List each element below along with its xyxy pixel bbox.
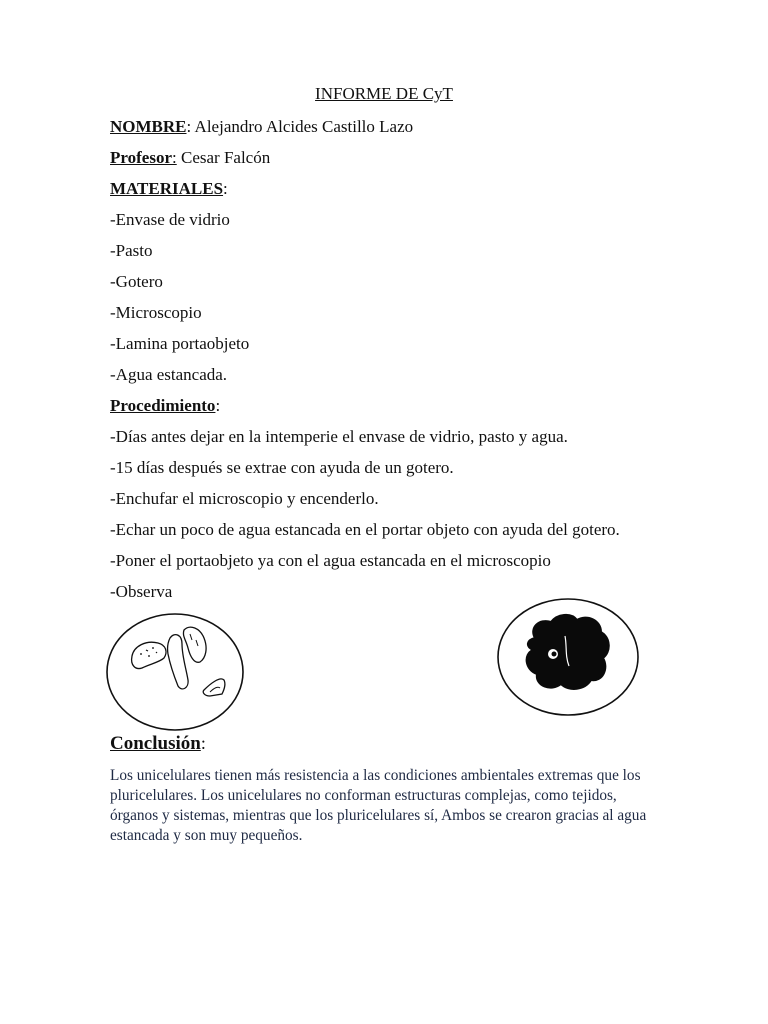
procedure-step: -Enchufar el microscopio y encenderlo. [110,489,379,508]
teacher-line [110,147,270,169]
procedure-step: -Poner el portaobjeto ya con el agua estancada en el microscopio [110,551,551,570]
name-value: Alejandro Alcides Castillo Lazo [191,117,414,136]
material-item: -Microscopio [110,303,202,322]
procedure-heading [110,395,220,417]
microscope-view-pluricellular-drawing [495,596,641,718]
teacher-colon: : [172,148,177,167]
procedure-step: -Días antes dejar en la intemperie el envase de vidrio, pasto y agua. [110,427,568,446]
procedure-step: -15 días después se extrae con ayuda de un gotero. [110,458,454,477]
materials-colon: : [223,179,228,198]
name-colon: : [186,117,192,136]
name-line [110,116,413,138]
procedure-colon: : [215,396,221,415]
material-item: -Lamina portaobjeto [110,334,250,353]
material-item: -Agua estancada. [110,365,228,384]
teacher-label: Profesor [110,148,172,167]
materials-heading [110,178,228,200]
page-title: INFORME DE CyT [315,84,453,103]
material-item: -Gotero [110,272,163,291]
teacher-value: Cesar Falcón [176,148,271,167]
conclusion-heading [110,733,206,755]
name-label: NOMBRE [110,117,187,136]
conclusion-label: Conclusión [110,733,201,754]
procedure-step: -Echar un poco de agua estancada en el portar objeto con ayuda del gotero. [110,520,620,539]
material-item: -Envase de vidrio [110,210,230,229]
conclusion-colon: : [200,733,206,753]
microscope-view-unicellular-drawing [104,610,248,734]
material-item: -Pasto [110,241,153,260]
procedure-step: -Observa [110,582,173,601]
procedure-label: Procedimiento [110,396,216,415]
materials-label: MATERIALES [110,179,224,198]
conclusion-paragraph: Los unicelulares tienen más resistencia a las condiciones ambientales extremas que los pluricelulares. Los unicelulares no conforman estructuras complejas, como tejidos, órganos y sistemas, mientras que los pluricelulares sí, Ambos se crearon gracias al agua estancada y son muy pequeños. [110,767,647,844]
